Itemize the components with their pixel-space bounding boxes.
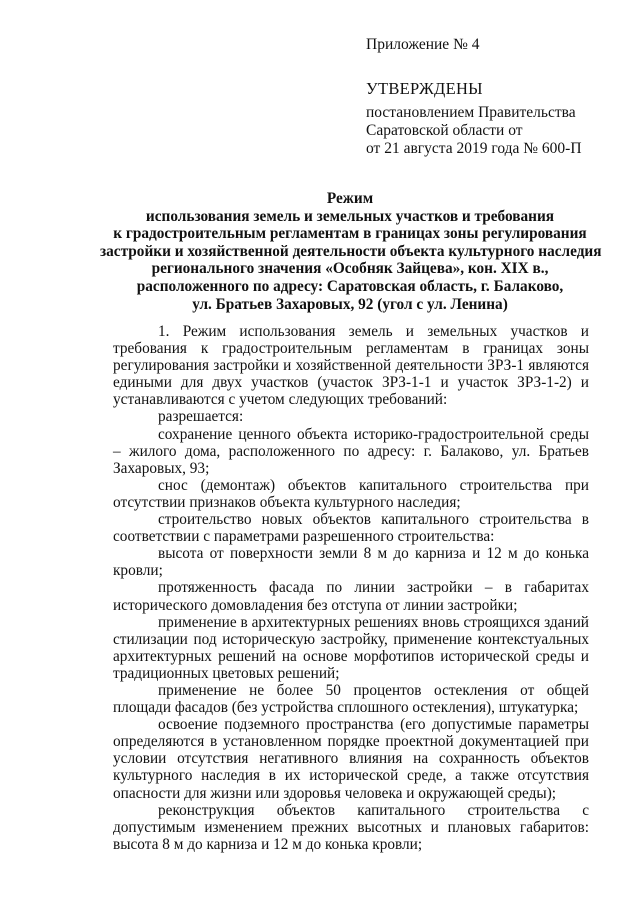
title-line: использования земель и земельных участков и требования xyxy=(145,207,555,225)
document-body xyxy=(113,323,589,853)
title-line: к градостроительным регламентам в границах зоны регулирования xyxy=(113,225,587,243)
title-line: застройки и хозяйственной деятельности объекта культурного наследия xyxy=(100,242,602,260)
paragraph: освоение подземного пространства (его допустимые параметры определяются в установленном порядке проектной документацией при условии отсутствия негативного влияния на сохранность объектов культурного наследия в их исторической среде, а также отсутствия опасности для жизни или здоровья человека и окружающей среды); xyxy=(113,716,589,802)
approved-line: Саратовской области от xyxy=(366,122,523,139)
title-line: Режим xyxy=(326,190,374,207)
approved-line: от 21 августа 2019 года № 600-П xyxy=(366,140,582,157)
paragraph: применение не более 50 процентов остекления от общей площади фасадов (без устройства сплошного остекления), штукатурка; xyxy=(113,681,589,717)
paragraph: снос (демонтаж) объектов капитального строительства при отсутствии признаков объекта культурного наследия; xyxy=(113,476,589,511)
approval-block xyxy=(366,80,582,158)
approved-line: постановлением Правительства xyxy=(366,104,576,121)
paragraph: применение в архитектурных решениях вновь строящихся зданий стилизации под историческую застройку, применение контекстуальных архитектурных решений на основе морфотипов исторической среды и традиционных цветовых решений; xyxy=(113,613,589,682)
paragraph: разрешается: xyxy=(158,408,244,426)
approved-heading: УТВЕРЖДЕНЫ xyxy=(366,79,483,98)
title-line: регионального значения «Особняк Зайцева», кон. XIX в., xyxy=(151,260,549,278)
paragraph: высота от поверхности земли 8 м до карниза и 12 м до конька кровли; xyxy=(113,545,589,580)
paragraph: строительство новых объектов капитального строительства в соответствии с параметрами разрешенного строительства: xyxy=(113,511,589,546)
title-line: расположенного по адресу: Саратовская область, г. Балаково, xyxy=(136,277,564,295)
paragraph: 1. Режим использования земель и земельных участков и требования к градостроительным регламентам в границах зоны регулирования застройки и хозяйственной деятельности ЗРЗ-1 являются едиными для двух участков (участок ЗРЗ-1-1 и участок ЗРЗ-1-2) и устанавливаются с учетом следующих требований: xyxy=(113,323,589,409)
title-line: ул. Братьев Захаровых, 92 (угол с ул. Ленина) xyxy=(192,295,508,313)
appendix-number: Приложение № 4 xyxy=(366,36,480,53)
document-title xyxy=(100,190,600,313)
paragraph: сохранение ценного объекта историко-градостроительной среды – жилого дома, расположенного по адресу: г. Балаково, ул. Братьев Захаровых, 93; xyxy=(113,425,589,477)
paragraph: реконструкция объектов капитального строительства с допустимым изменением прежних высотных и плановых габаритов: высота 8 м до карниза и 12 м до конька кровли; xyxy=(113,801,589,853)
paragraph: протяженность фасада по линии застройки – в габаритах исторического домовладения без отступа от линии застройки; xyxy=(113,579,589,614)
